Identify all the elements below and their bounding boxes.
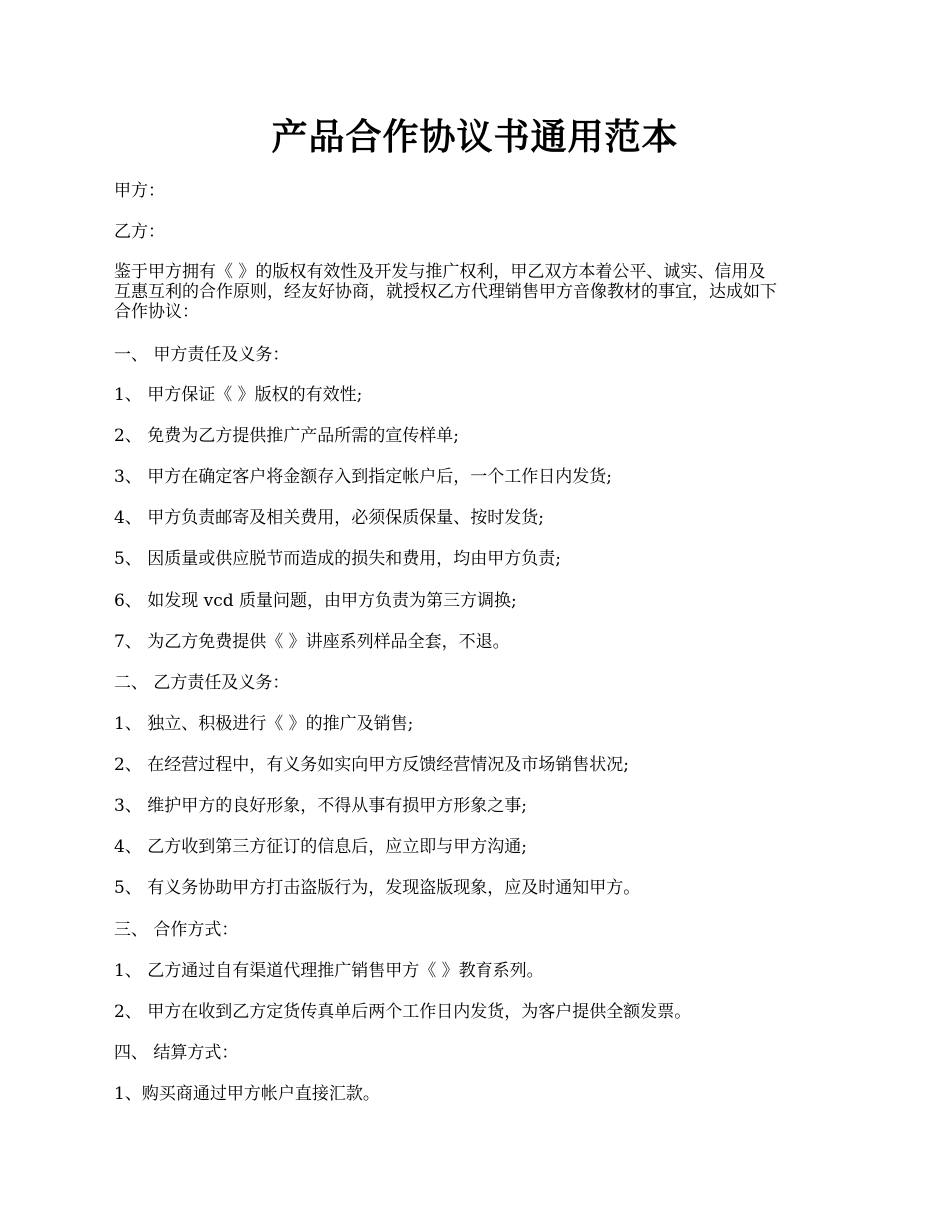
intro-paragraph bbox=[114, 262, 844, 322]
section-heading-2: 二、 乙方责任及义务： bbox=[114, 673, 290, 693]
intro-line: 鉴于甲方拥有《 》的版权有效性及开发与推广权利，甲乙双方本着公平、诚实、信用及 bbox=[114, 262, 766, 282]
intro-line: 合作协议： bbox=[114, 302, 199, 322]
list-item: 5、 因质量或供应脱节而造成的损失和费用，均由甲方负责; bbox=[114, 549, 561, 569]
party-a-label: 甲方： bbox=[114, 181, 165, 201]
list-item: 6、 如发现 vcd 质量问题，由甲方负责为第三方调换; bbox=[114, 591, 517, 611]
list-item: 2、 甲方在收到乙方定货传真单后两个工作日内发货，为客户提供全额发票。 bbox=[114, 1002, 692, 1022]
list-item: 1、购买商通过甲方帐户直接汇款。 bbox=[114, 1084, 380, 1104]
section-heading-3: 三、 合作方式： bbox=[114, 920, 239, 940]
list-item: 2、 在经营过程中，有义务如实向甲方反馈经营情况及市场销售状况; bbox=[114, 755, 629, 775]
document-title: 产品合作协议书通用范本 bbox=[271, 116, 679, 158]
list-item: 2、 免费为乙方提供推广产品所需的宣传样单; bbox=[114, 426, 459, 446]
list-item: 4、 乙方收到第三方征订的信息后，应立即与甲方沟通; bbox=[114, 837, 527, 857]
section-heading-4: 四、 结算方式： bbox=[114, 1043, 239, 1063]
list-item: 3、 维护甲方的良好形象，不得从事有损甲方形象之事; bbox=[114, 796, 527, 816]
party-b-label: 乙方： bbox=[114, 222, 165, 242]
list-item: 5、 有义务协助甲方打击盗版行为，发现盗版现象，应及时通知甲方。 bbox=[114, 878, 641, 898]
section-heading-1: 一、 甲方责任及义务： bbox=[114, 345, 290, 365]
list-item: 1、 乙方通过自有渠道代理推广销售甲方《 》教育系列。 bbox=[114, 961, 544, 981]
list-item: 1、 独立、积极进行《 》的推广及销售; bbox=[114, 714, 414, 734]
list-item: 1、 甲方保证《 》版权的有效性; bbox=[114, 385, 363, 405]
list-item: 7、 为乙方免费提供《 》讲座系列样品全套，不退。 bbox=[114, 632, 510, 652]
intro-line: 互惠互利的合作原则，经友好协商，就授权乙方代理销售甲方音像教材的事宜，达成如下 bbox=[114, 282, 777, 302]
list-item: 4、 甲方负责邮寄及相关费用，必须保质保量、按时发货; bbox=[114, 508, 544, 528]
list-item: 3、 甲方在确定客户将金额存入到指定帐户后，一个工作日内发货; bbox=[114, 467, 612, 487]
